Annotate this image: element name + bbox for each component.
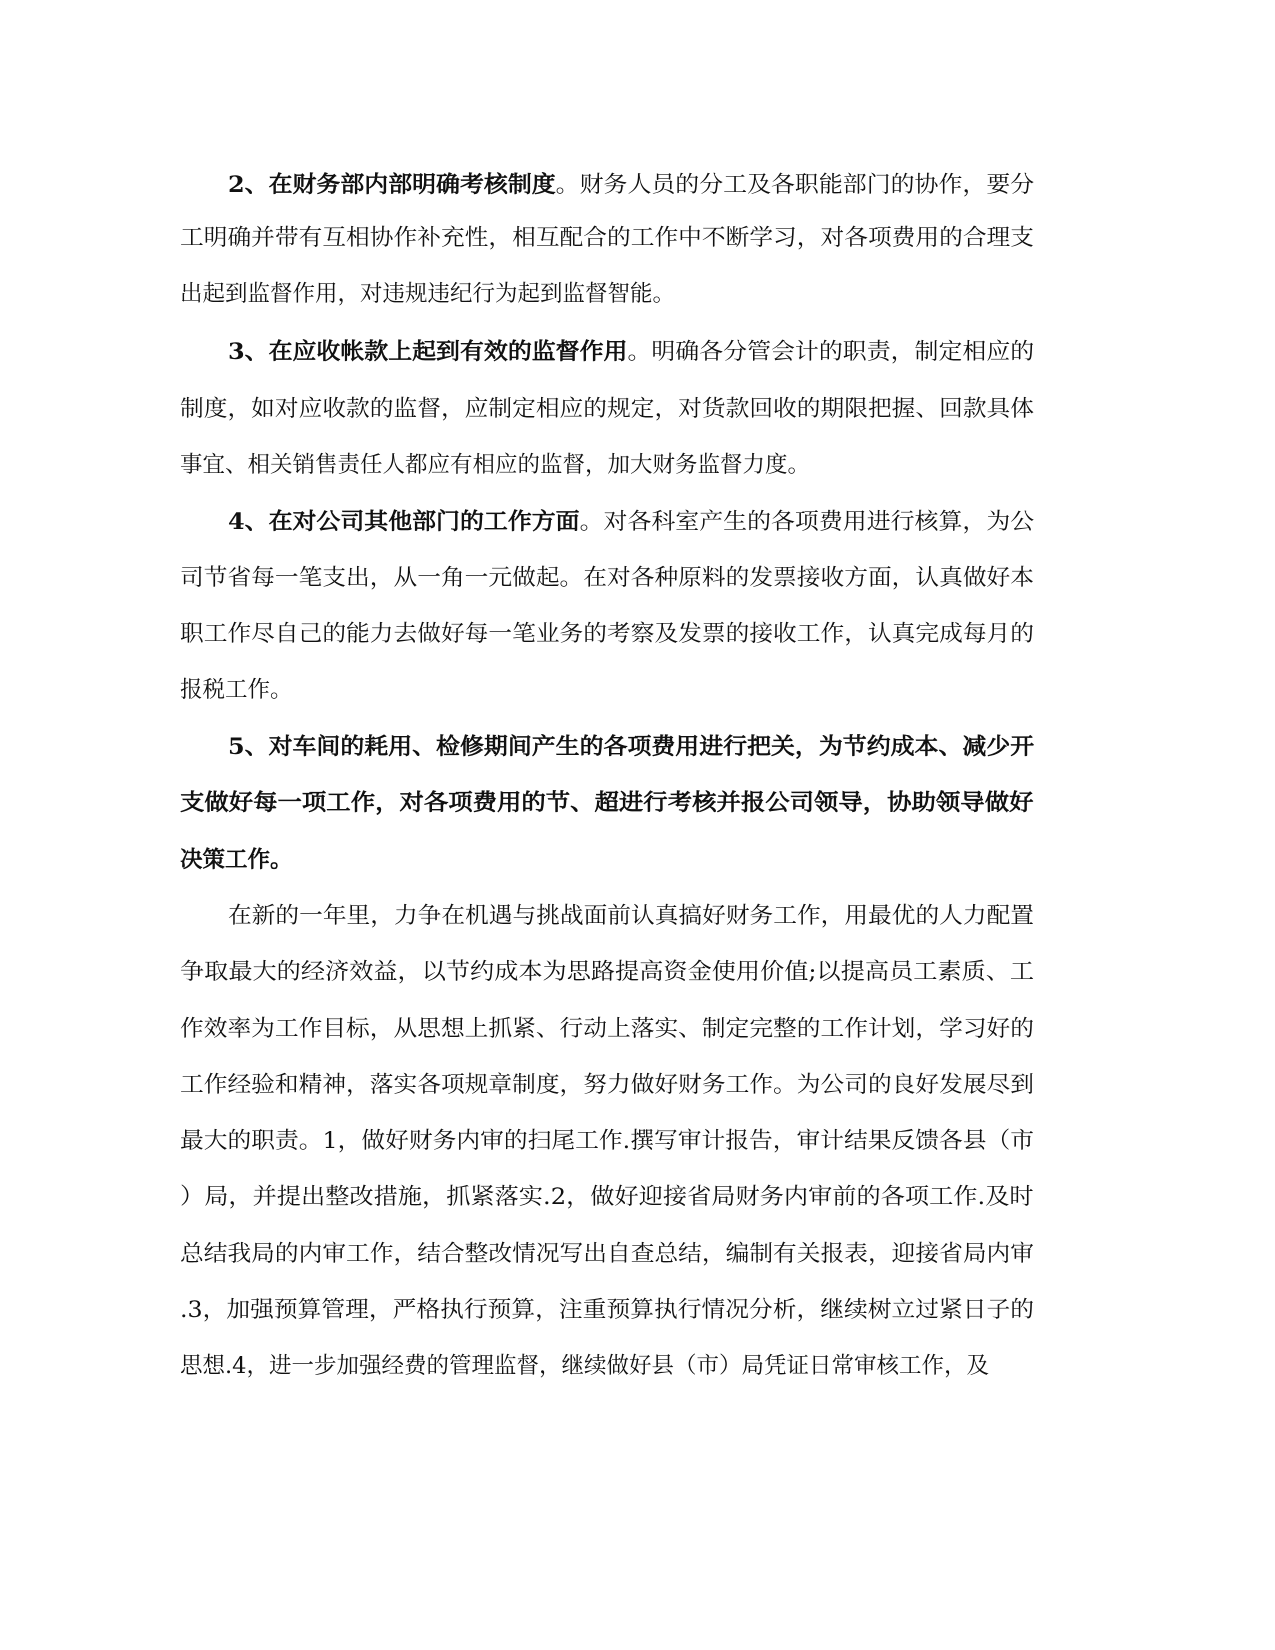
line-text: 在新的一年里，力争在机遇与挑战面前认真搞好财务工作，用最优的人力配置 <box>228 903 1035 929</box>
line-text: 制度，如对应收款的监督，应制定相应的规定，对货款回收的期限把握、回款具体 <box>180 396 1035 422</box>
text-line <box>228 502 1034 542</box>
line-text: 争取最大的经济效益，以节约成本为思路提高资金使用价值;以提高员工素质、工 <box>180 959 1035 985</box>
line-text: 最大的职责。1，做好财务内审的扫尾工作.撰写审计报告，审计结果反馈各县（市 <box>180 1128 1034 1154</box>
text-line <box>180 952 1034 992</box>
line-text: 。对各科室产生的各项费用进行核算，为公 <box>579 509 1035 535</box>
text-line <box>180 670 293 710</box>
text-line <box>180 558 1034 598</box>
text-line <box>180 218 1034 258</box>
text-line <box>180 1346 989 1386</box>
line-text: 作效率为工作目标，从思想上抓紧、行动上落实、制定完整的工作计划，学习好的 <box>180 1016 1035 1042</box>
line-text: 。财务人员的分工及各职能部门的协作，要分 <box>555 172 1035 198</box>
line-text: 工明确并带有互相协作补充性，相互配合的工作中不断学习，对各项费用的合理支 <box>180 225 1035 251</box>
line-text: 出起到监督作用，对违规违纪行为起到监督智能。 <box>180 281 676 307</box>
line-text: .3，加强预算管理，严格执行预算，注重预算执行情况分析，继续树立过紧日子的 <box>180 1297 1034 1323</box>
bold-heading-text: 支做好每一项工作，对各项费用的节、超进行考核并报公司领导，协助领导做好 <box>180 790 1034 816</box>
text-line <box>180 840 293 880</box>
text-line <box>180 1177 1034 1217</box>
bold-heading-text: 5、对车间的耗用、检修期间产生的各项费用进行把关，为节约成本、减少开 <box>228 734 1035 760</box>
bold-heading-text: 4、在对公司其他部门的工作方面 <box>228 509 580 535</box>
text-line <box>180 445 810 485</box>
line-text: 工作经验和精神，落实各项规章制度，努力做好财务工作。为公司的良好发展尽到 <box>180 1072 1035 1098</box>
bold-heading-text: 3、在应收帐款上起到有效的监督作用 <box>228 339 628 365</box>
line-text: 司节省每一笔支出，从一角一元做起。在对各种原料的发票接收方面，认真做好本 <box>180 565 1035 591</box>
text-line <box>180 1290 1034 1330</box>
line-text: 思想.4，进一步加强经费的管理监督，继续做好县（市）局凭证日常审核工作，及 <box>180 1353 989 1379</box>
text-line <box>180 274 675 314</box>
text-line <box>228 727 1034 767</box>
line-text: ）局，并提出整改措施，抓紧落实.2，做好迎接省局财务内审前的各项工作.及时 <box>180 1184 1034 1210</box>
bold-heading-text: 2、在财务部内部明确考核制度 <box>228 172 556 198</box>
line-text: 总结我局的内审工作，结合整改情况写出自查总结，编制有关报表，迎接省局内审 <box>180 1241 1035 1267</box>
text-line <box>180 389 1034 429</box>
text-line <box>180 614 1034 654</box>
bold-heading-text: 决策工作。 <box>180 847 293 873</box>
text-line <box>228 332 1034 372</box>
line-text: 职工作尽自己的能力去做好每一笔业务的考察及发票的接收工作，认真完成每月的 <box>180 621 1035 647</box>
line-text: 事宜、相关销售责任人都应有相应的监督，加大财务监督力度。 <box>180 452 811 478</box>
text-line <box>180 1121 1034 1161</box>
text-line <box>228 896 1034 936</box>
line-text: 。明确各分管会计的职责，制定相应的 <box>627 339 1035 365</box>
text-line <box>180 1234 1034 1274</box>
text-line <box>180 1065 1034 1105</box>
text-line <box>228 165 1034 205</box>
line-text: 报税工作。 <box>180 677 293 703</box>
text-line <box>180 783 1033 823</box>
text-line <box>180 1009 1034 1049</box>
